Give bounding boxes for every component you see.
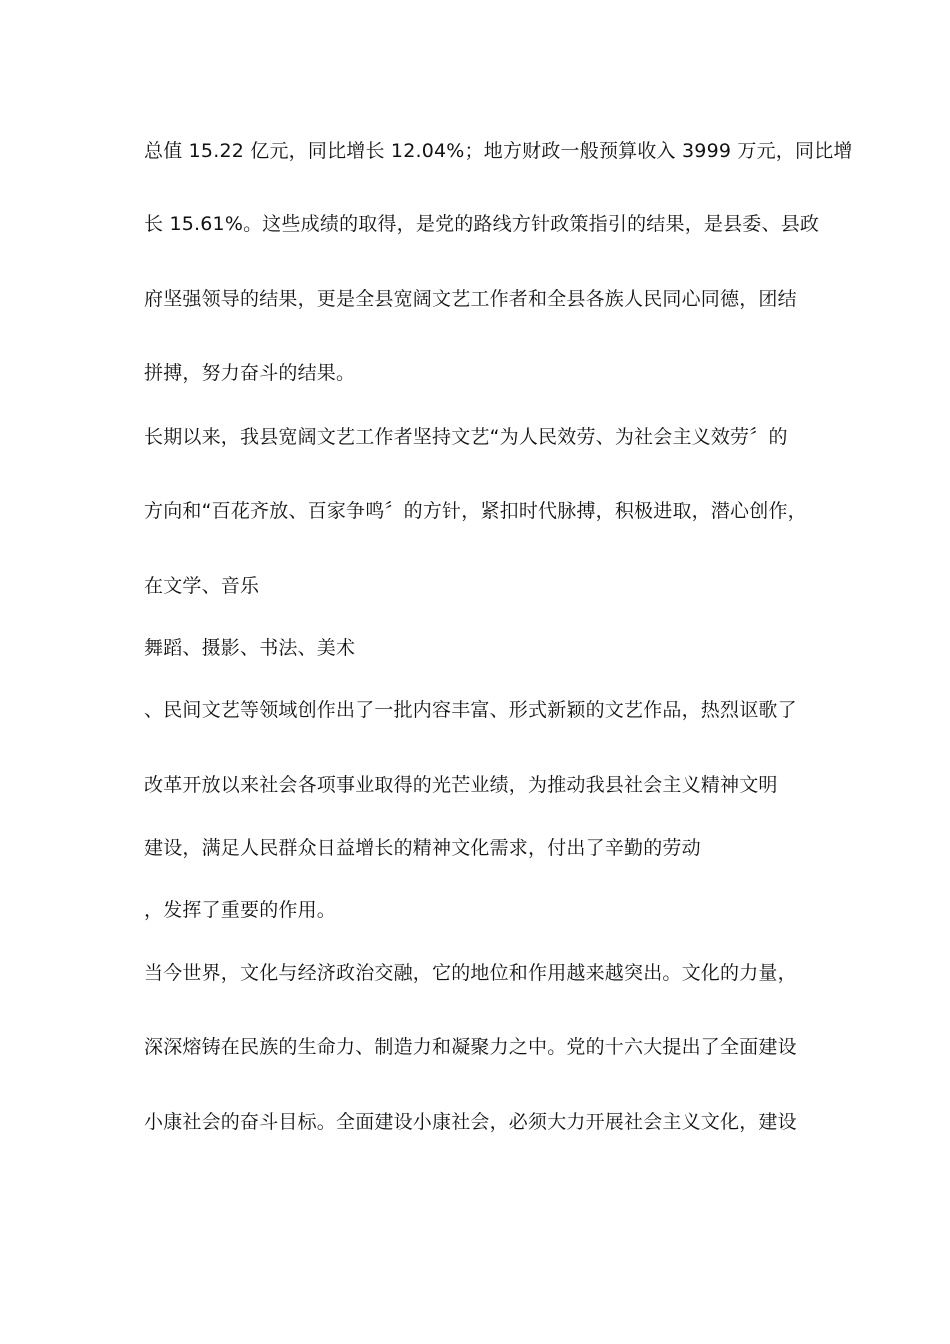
text-line: 长 15.61%。这些成绩的取得，是党的路线方针政策指引的结果，是县委、县政 [144, 213, 820, 235]
text-line: 建设，满足人民群众日益增长的精神文化需求，付出了辛勤的劳动 [144, 837, 701, 859]
text-line: 府坚强领导的结果，更是全县宽阔文艺工作者和全县各族人民同心同德，团结 [144, 288, 797, 310]
text-line: 、民间文艺等领域创作出了一批内容丰富、形式新颖的文艺作品，热烈讴歌了 [144, 699, 797, 721]
text-line: 方向和“百花齐放、百家争鸣〞的方针，紧扣时代脉搏，积极进取，潜心创作， [144, 500, 807, 522]
text-line: 长期以来，我县宽阔文艺工作者坚持文艺“为人民效劳、为社会主义效劳〞的 [144, 426, 788, 448]
text-line: 深深熔铸在民族的生命力、制造力和凝聚力之中。党的十六大提出了全面建设 [144, 1036, 797, 1058]
text-line: 拼搏，努力奋斗的结果。 [144, 362, 356, 384]
text-line: 舞蹈、摄影、书法、美术 [144, 637, 356, 659]
text-line: 在文学、音乐 [144, 575, 260, 597]
text-line: 小康社会的奋斗目标。全面建设小康社会，必须大力开展社会主义文化，建设 [144, 1111, 797, 1133]
text-line: ，发挥了重要的作用。 [144, 899, 337, 921]
text-line: 改革开放以来社会各项事业取得的光芒业绩，为推动我县社会主义精神文明 [144, 774, 778, 796]
text-line: 当今世界，文化与经济政治交融，它的地位和作用越来越突出。文化的力量， [144, 962, 797, 984]
text-line: 总值 15.22 亿元，同比增长 12.04%；地方财政一般预算收入 3999 万元，同比增 [144, 140, 853, 162]
